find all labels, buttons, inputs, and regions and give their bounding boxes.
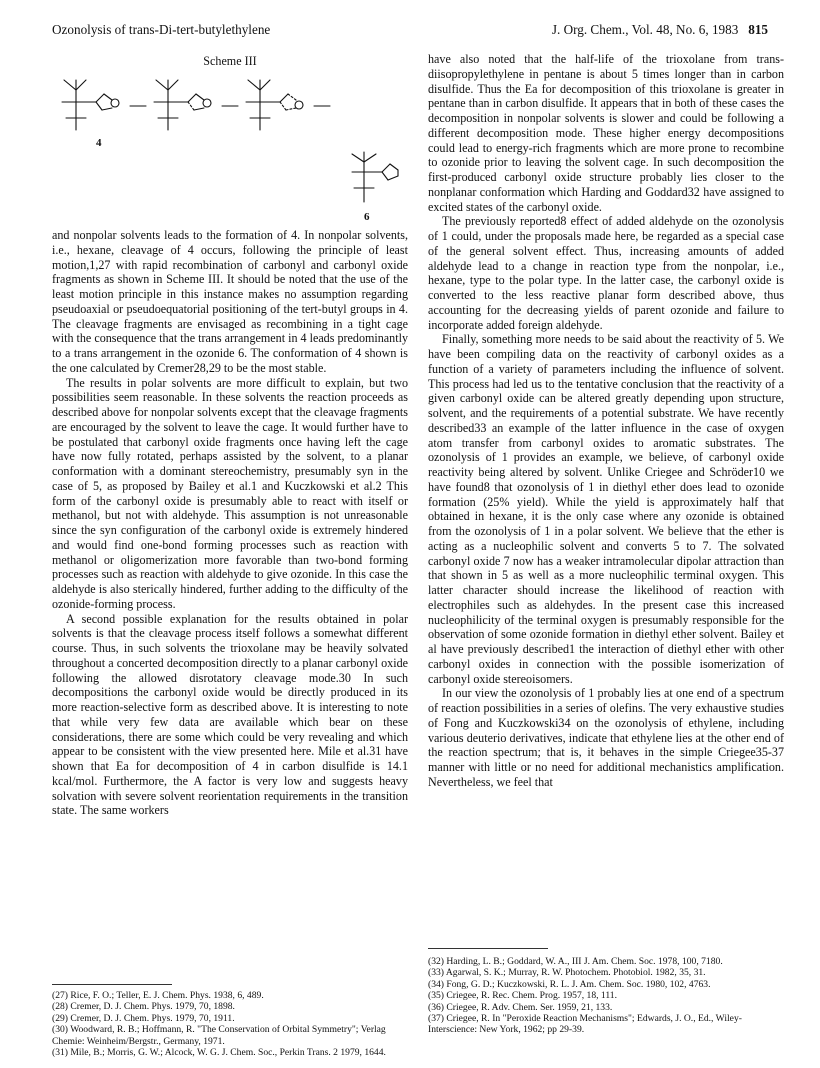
paragraph: Finally, something more needs to be said about the reactivity of 5. We have been compiling data on the reactivity of carbonyl oxides as a function of a variety of parameters including the influence of solvent. This process had led us to the tentative conclusion that the reactivity of a given carbonyl oxide can be altered greatly depending upon structure, solvent, and the requirements of a potential substrate. We have recently described33 an example of the latter influence in the case of oxygen atom transfer from carbonyl oxides to aromatic substrates. The ozonolysis of 1 provides an example, we believe, of carbonyl oxide reactivity being altered by solvent. Unlike Criegee and Schröder10 we have found8 that ozonolysis of 1 in diethyl ether does lead to ozonide formation (25% yield). While the yield is approximately half that obtained in hexane, it is the only case where any ozonide is obtained from the ozonolysis of 1 in a polar solvent. We believe that the ether is acting as a nucleophilic solvent and converts 5 to 7. The solvated carbonyl oxide 7 now has a weaker intramolecular dipolar attraction than that shown in 5 as well as a more nucleophilic terminal oxygen. This latter character should increase the likelihood of reaction with electrophiles such as aldehydes. In the present case this increased nucleophilicity of the terminal oxygen is presumably responsible for the observation of some ozonide formation in diethyl ether solvent. Bailey et al have previously described1 the interaction of diethyl ether with other carbonyl oxides in connection with the possible isomerization of carbonyl oxide stereoisomers. <box>428 332 784 686</box>
structure-trioxolane-4 <box>62 80 119 130</box>
paragraph: In our view the ozonolysis of 1 probably lies at one end of a spectrum of reaction possibilities in a series of olefins. The very exhaustive studies of Fong and Kuczkowski34 on the ozonolysis of ethylene, including various deuterio derivatives, indicate that ethylene lies at the other end of the reaction spectrum; that is, it behaves in the simple Criegee35-37 manner with little or no need for additional mechanistics amplification. Nevertheless, we feel that <box>428 686 784 789</box>
footnote: (37) Criegee, R. In "Peroxide Reaction Mechanisms"; Edwards, J. O., Ed., Wiley-Interscience: New York, 1962; pp 29-39. <box>428 1013 742 1036</box>
footnote: (33) Agarwal, S. K.; Murray, R. W. Photochem. Photobiol. 1982, 35, 31. <box>428 967 706 979</box>
scheme-iii-diagram <box>52 72 408 222</box>
footnote: (35) Criegee, R. Rec. Chem. Prog. 1957, 18, 111. <box>428 990 618 1002</box>
left-column <box>52 228 408 818</box>
page-number: 815 <box>748 22 768 37</box>
footnotes-right <box>428 956 784 1036</box>
footnote: (31) Mile, B.; Morris, G. W.; Alcock, W. G. J. Chem. Soc., Perkin Trans. 2 1979, 1644. <box>52 1047 386 1059</box>
compound-label-4: 4 <box>96 137 102 149</box>
footnote: (29) Cremer, D. J. Chem. Phys. 1979, 70, 1911. <box>52 1012 235 1024</box>
structure-intermediate-a <box>154 80 211 130</box>
paragraph: have also noted that the half-life of the trioxolane from trans-diisopropylethylene in pentane is about 5 times longer than in carbon disulfide. Thus the Ea for decomposition of this trioxolane is greater in pentane than in carbon disulfide. It appears that in both of these cases the decomposition in nonpolar solvents is slower and could be following a different decomposition mode. These higher energy decompositions could lead to energy-rich fragments which are more prone to recombine to ozonide prior to leaving the solvent cage. In such decomposition the first-produced carbonyl oxide structure probably lies closer to the nonplanar conformation which Harding and Goddard32 have assigned to excited states of the carbonyl oxide. <box>428 52 784 214</box>
paragraph: and nonpolar solvents leads to the formation of 4. In nonpolar solvents, i.e., hexane, cleavage of 4 occurs, following the principle of least motion,1,27 with rapid recombination of carbonyl and carbonyl oxide fragments as shown in Scheme III. It should be noted that the use of the least motion principle in this instance makes no assumption regarding pseudoaxial or pseudoequatorial positioning of the tert-butyl groups in 4. The cleavage fragments are envisaged as recombining in a tight cage with the consequence that the trans arrangement in 4 leads predominantly to a trans arrangement in the ozonide 6. The conformation of 4 shown is the one calculated by Cremer28,29 to be the most stable. <box>52 228 408 375</box>
running-title: Ozonolysis of trans-Di-tert-butylethylene <box>52 22 271 37</box>
running-header <box>52 22 768 42</box>
footnotes-left <box>52 990 408 1058</box>
paragraph: A second possible explanation for the results obtained in polar solvents is that the cleavage process itself follows a somewhat different course. Thus, in such solvents the trioxolane may be heavily solvated throughout a concerted decomposition directly to a planar carbonyl oxide following the allowed disrotatory cleavage mode.30 In such decompositions the carbonyl oxide would be directly produced in its more reaction-selective form as described above. It is interesting to note that while very few data are available which bear on these considerations, there are some which could be very revealing and which appear to be consistent with the view presented here. Mile et al.31 have shown that Ea for decomposition of 4 in carbon disulfide is 14.1 kcal/mol. Furthermore, the A factor is very low and suggests heavy solvation with severe solvent reorientation requirements in the transition state. The same workers <box>52 611 408 818</box>
footnote: (36) Criegee, R. Adv. Chem. Ser. 1959, 21, 133. <box>428 1001 613 1013</box>
footnote: (27) Rice, F. O.; Teller, E. J. Chem. Phys. 1938, 6, 489. <box>52 990 264 1001</box>
footnote-rule-left <box>52 984 172 985</box>
paragraph: The results in polar solvents are more difficult to explain, but two possibilities seem reasonable. In these solvents the reaction proceeds as described above for nonpolar solvents except that the cleavage fragments are encouraged by the solvent to leave the cage. It would further have to be postulated that carbonyl oxide fragments once having left the cage have now fully rotated, perhaps assisted by the solvent, to a planar conformation with a dominant stereochemistry, presumably syn in the case of 5, as proposed by Bailey et al.1 and Kuczkowski et al.2 This form of the carbonyl oxide is presumably able to react with itself or methanol, but not with aldehyde. This assumption is not unreasonable since the syn configuration of the carbonyl oxide is extremely hindered and would find one-bond forming processes such as reaction with methanol or oligomerization more favorable than two-bond forming processes such as reaction with aldehyde to give ozonide. In this case the aldehyde is also sterically hindered, further adding to the difficulty of the ozonide-forming process. <box>52 375 408 611</box>
journal-citation <box>552 22 768 38</box>
footnote: (28) Cremer, D. J. Chem. Phys. 1979, 70, 1898. <box>52 1001 235 1013</box>
citation-text: J. Org. Chem., Vol. 48, No. 6, 1983 <box>551 22 739 37</box>
compound-label-6: 6 <box>364 211 370 222</box>
right-column <box>428 52 784 790</box>
footnote: (34) Fong, G. D.; Kuczkowski, R. L. J. Am. Chem. Soc. 1980, 102, 4763. <box>428 978 711 990</box>
structure-intermediate-b <box>246 80 303 130</box>
structure-ozonide-6 <box>352 152 398 202</box>
paragraph: The previously reported8 effect of added aldehyde on the ozonolysis of 1 could, under the proposals made here, be regarded as a special case of the general solvent effect. Thus, increasing amounts of added aldehyde lead to a change in reaction type from the nonpolar, i.e., hexane, type to the polar type. In the latter case, the carbonyl oxide is converted to the less reactive planar form described above, thus accounting for the decreasing yields of parent ozonide and failure to incorporate added foreign aldehyde. <box>428 214 784 332</box>
scheme-title: Scheme III <box>203 54 257 68</box>
footnote: (32) Harding, L. B.; Goddard, W. A., III J. Am. Chem. Soc. 1978, 100, 7180. <box>428 956 723 967</box>
footnote: (30) Woodward, R. B.; Hoffmann, R. "The Conservation of Orbital Symmetry"; Verlag Chemie: Weinheim/Bergstr., Germany, 1971. <box>52 1024 386 1047</box>
footnote-rule-right <box>428 948 548 949</box>
